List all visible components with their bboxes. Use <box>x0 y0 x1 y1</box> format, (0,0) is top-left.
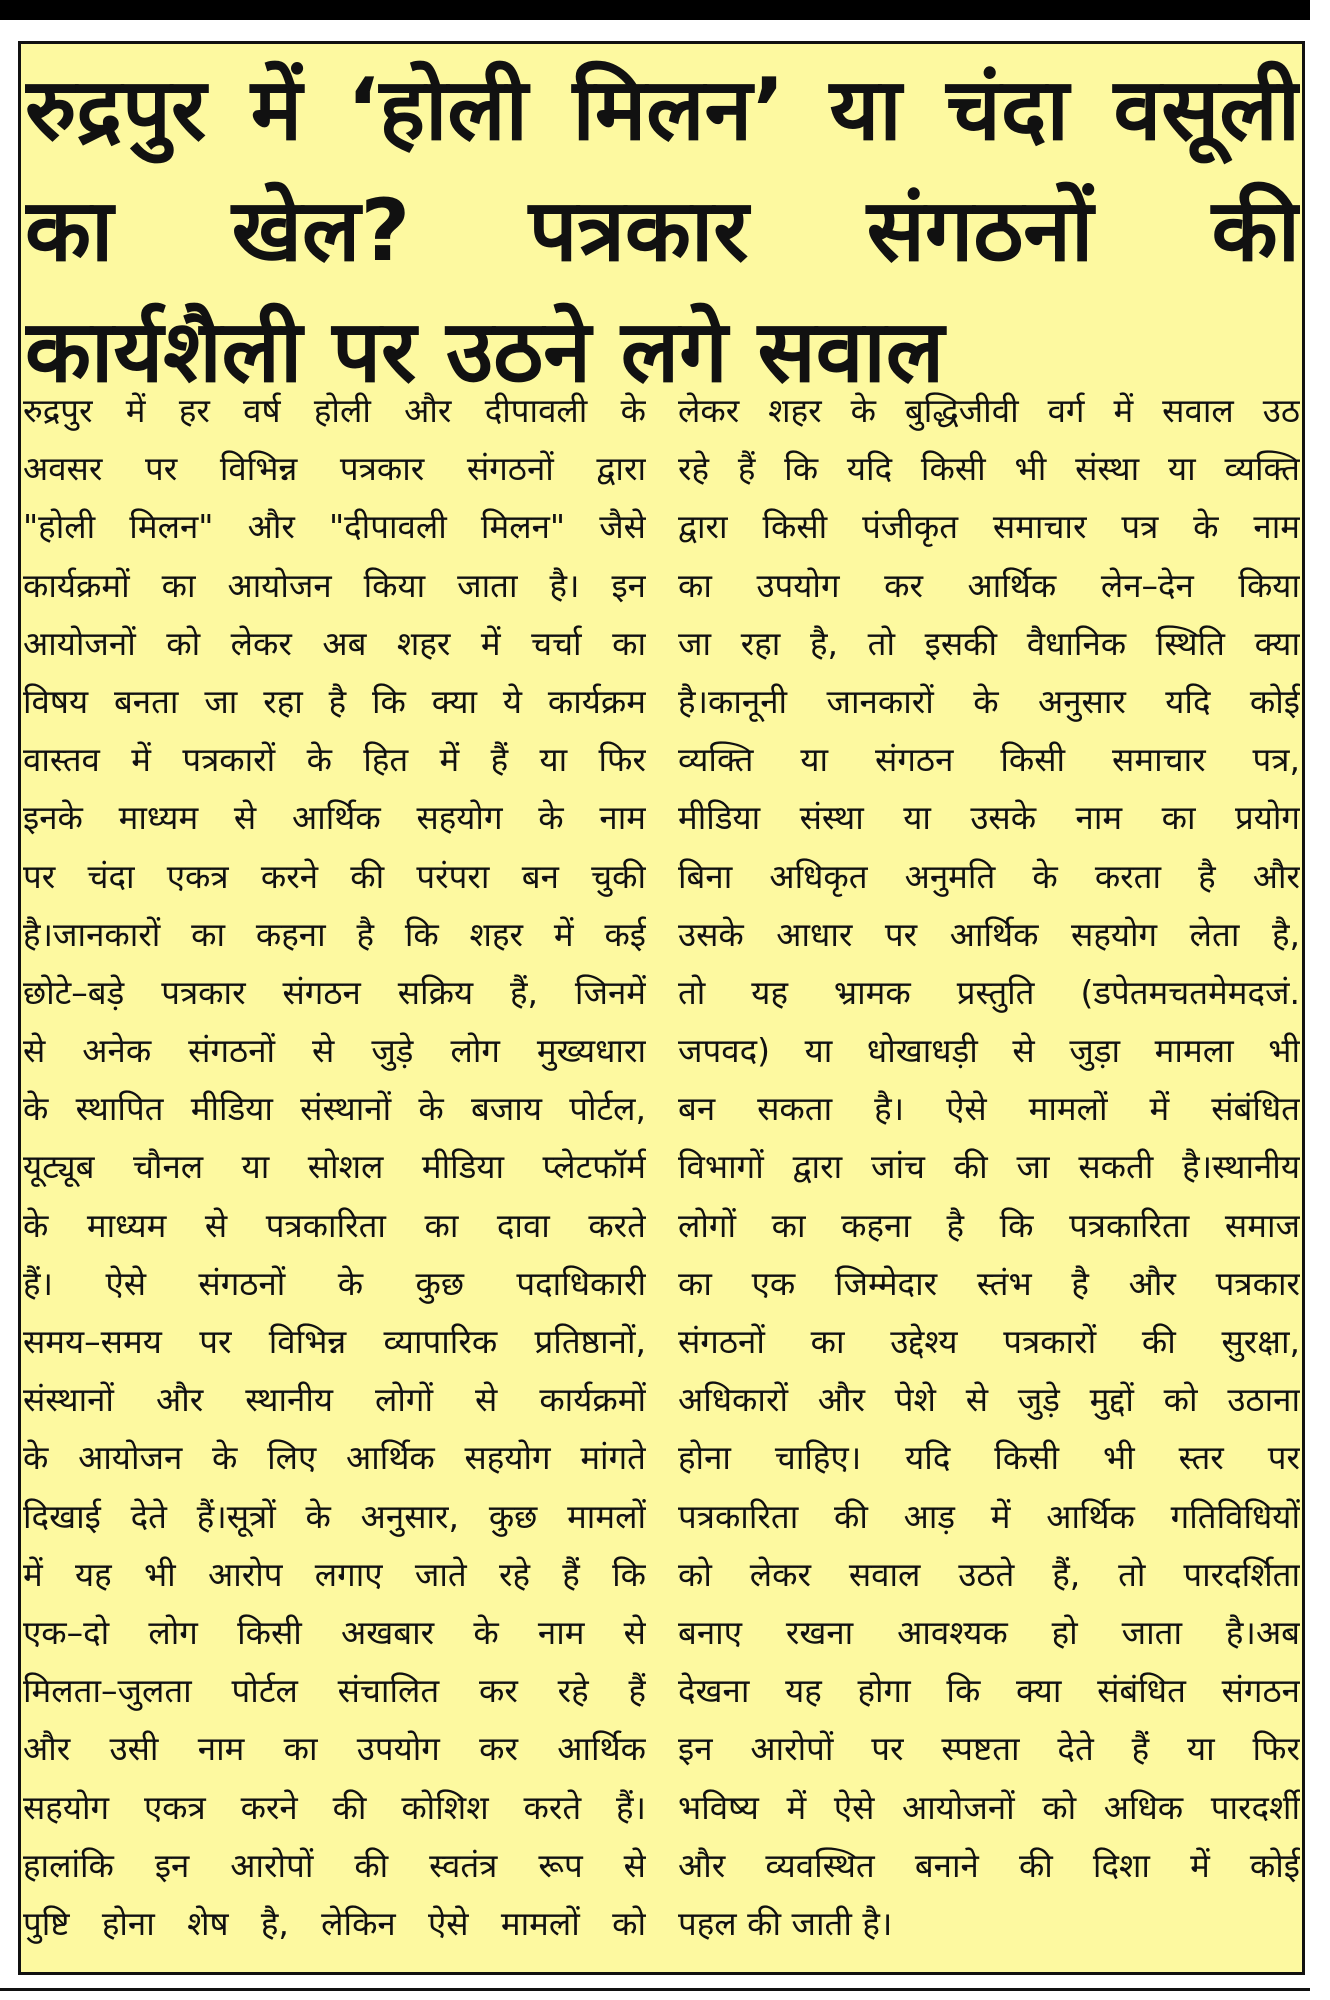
article-line: आयोजनों को लेकर अब शहर में चर्चा का <box>23 623 646 663</box>
article-line: द्वारा किसी पंजीकृत समाचार पत्र के नाम <box>678 507 1300 547</box>
article-line: तो यह भ्रामक प्रस्तुति (डपेतमचतमेमदजं. <box>678 972 1300 1012</box>
article-line: वास्तव में पत्रकारों के हित में हैं या फिर <box>23 740 646 780</box>
bottom-rule <box>0 1988 1310 1991</box>
article-line: "होली मिलन" और "दीपावली मिलन" जैसे <box>23 507 646 547</box>
article-line: संस्थानों और स्थानीय लोगों से कार्यक्रमों <box>23 1380 646 1420</box>
article-line: को लेकर सवाल उठते हैं, तो पारदर्शिता <box>678 1554 1300 1594</box>
top-black-bar <box>0 0 1310 20</box>
article-line: और व्यवस्थित बनाने की दिशा में कोई <box>678 1845 1300 1885</box>
article-column-right <box>678 382 1300 1953</box>
article-line: लोगों का कहना है कि पत्रकारिता समाज <box>678 1205 1300 1245</box>
article-line: मीडिया संस्था या उसके नाम का प्रयोग <box>678 798 1300 838</box>
article-line: और उसी नाम का उपयोग कर आर्थिक <box>23 1729 646 1769</box>
article-line: रहे हैं कि यदि किसी भी संस्था या व्यक्ति <box>678 449 1300 489</box>
article-line: इन आरोपों पर स्पष्टता देते हैं या फिर <box>678 1729 1300 1769</box>
article-line: बनाए रखना आवश्यक हो जाता है।अब <box>678 1612 1300 1652</box>
article-line: सहयोग एकत्र करने की कोशिश करते हैं। <box>23 1787 646 1827</box>
headline-line: का खेल? पत्रकार संगठनों की <box>25 181 1300 281</box>
article-line: से अनेक संगठनों से जुड़े लोग मुख्यधारा <box>23 1031 646 1071</box>
article-line: बन सकता है। ऐसे मामलों में संबंधित <box>678 1089 1300 1129</box>
article-line: है।जानकारों का कहना है कि शहर में कई <box>23 914 646 954</box>
article-line: पहल की जाती है। <box>678 1903 893 1943</box>
article-line: जा रहा है, तो इसकी वैधानिक स्थिति क्या <box>678 623 1300 663</box>
news-article <box>18 41 1305 1975</box>
article-line: हालांकि इन आरोपों की स्वतंत्र रूप से <box>23 1845 646 1885</box>
article-line: लेकर शहर के बुद्धिजीवी वर्ग में सवाल उठ <box>678 391 1300 430</box>
article-line: समय–समय पर विभिन्न व्यापारिक प्रतिष्ठानों, <box>23 1322 646 1361</box>
article-line: भविष्य में ऐसे आयोजनों को अधिक पारदर्शी <box>678 1787 1300 1827</box>
article-line: बिना अधिकृत अनुमति के करता है और <box>678 856 1300 896</box>
article-line: देखना यह होगा कि क्या संबंधित संगठन <box>678 1671 1300 1711</box>
headline-line: रुद्रपुर में ‘होली मिलन’ या चंदा वसूली <box>25 60 1300 160</box>
article-line: के आयोजन के लिए आर्थिक सहयोग मांगते <box>23 1438 646 1478</box>
article-line: अधिकारों और पेशे से जुड़े मुद्दों को उठाना <box>678 1380 1300 1420</box>
article-line: विभागों द्वारा जांच की जा सकती है।स्थानीय <box>678 1147 1300 1187</box>
headline <box>25 50 1300 413</box>
article-line: विषय बनता जा रहा है कि क्या ये कार्यक्रम <box>23 681 646 721</box>
article-line: यूट्यूब चौनल या सोशल मीडिया प्लेटफॉर्म <box>23 1147 646 1187</box>
article-line: दिखाई देते हैं।सूत्रों के अनुसार, कुछ मामलों <box>23 1496 646 1536</box>
article-line: व्यक्ति या संगठन किसी समाचार पत्र, <box>678 740 1300 780</box>
article-line: एक–दो लोग किसी अखबार के नाम से <box>23 1612 646 1652</box>
article-line: का उपयोग कर आर्थिक लेन–देन किया <box>678 565 1300 605</box>
article-line: जपवद) या धोखाधड़ी से जुड़ा मामला भी <box>678 1031 1300 1071</box>
article-line: इनके माध्यम से आर्थिक सहयोग के नाम <box>23 798 646 838</box>
article-line: कार्यक्रमों का आयोजन किया जाता है। इन <box>23 565 646 605</box>
article-line: में यह भी आरोप लगाए जाते रहे हैं कि <box>23 1554 646 1594</box>
article-line: पुष्टि होना शेष है, लेकिन ऐसे मामलों को <box>23 1903 646 1943</box>
article-line: रुद्रपुर में हर वर्ष होली और दीपावली के <box>23 391 646 430</box>
article-line: के माध्यम से पत्रकारिता का दावा करते <box>23 1205 646 1245</box>
article-line: उसके आधार पर आर्थिक सहयोग लेता है, <box>678 914 1300 954</box>
article-column-left <box>23 382 646 1953</box>
article-line: छोटे–बड़े पत्रकार संगठन सक्रिय हैं, जिनमें <box>23 972 646 1012</box>
article-line: मिलता–जुलता पोर्टल संचालित कर रहे हैं <box>23 1671 646 1711</box>
article-line: के स्थापित मीडिया संस्थानों के बजाय पोर्टल, <box>23 1089 646 1129</box>
article-line: है।कानूनी जानकारों के अनुसार यदि कोई <box>678 681 1300 721</box>
article-line: अवसर पर विभिन्न पत्रकार संगठनों द्वारा <box>23 449 646 489</box>
article-line: संगठनों का उद्देश्य पत्रकारों की सुरक्षा, <box>678 1322 1300 1361</box>
article-line: पत्रकारिता की आड़ में आर्थिक गतिविधियों <box>678 1496 1300 1536</box>
article-line: होना चाहिए। यदि किसी भी स्तर पर <box>678 1438 1300 1478</box>
headline-line: कार्यशैली पर उठने लगे सवाल <box>25 302 945 402</box>
article-line: का एक जिम्मेदार स्तंभ है और पत्रकार <box>678 1263 1300 1303</box>
article-line: हैं। ऐसे संगठनों के कुछ पदाधिकारी <box>23 1263 646 1303</box>
article-line: पर चंदा एकत्र करने की परंपरा बन चुकी <box>23 856 646 896</box>
